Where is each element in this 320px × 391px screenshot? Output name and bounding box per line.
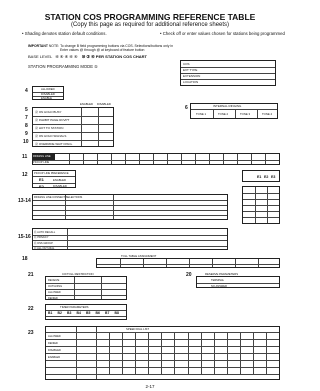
s23-row-denied: DENIED — [48, 341, 58, 345]
s12-row-e1: E1 — [39, 177, 44, 182]
section-13-14-right-grid — [242, 186, 280, 224]
grid-11-divider — [111, 154, 112, 164]
section-9-number: 9 — [25, 131, 28, 137]
section-12-right-box — [242, 170, 280, 182]
s23-row-allowed: ALLOWED — [48, 334, 61, 338]
s22-value: B2 — [57, 310, 62, 315]
section-22-number: 22 — [28, 306, 34, 312]
section-12-number: 12 — [22, 172, 28, 178]
s5-item-3: ⑫ HOT TO STATION — [35, 125, 64, 130]
grid-11-divider — [181, 154, 182, 164]
s5-header-disabled: DISABLED — [97, 102, 111, 106]
grid-23-divider — [122, 332, 123, 374]
check-note-text: Check off or enter values chosen for stations being programmed — [162, 31, 285, 36]
grid-11-divider — [153, 154, 154, 164]
s22-value: B4 — [76, 310, 81, 315]
section-22-label: TIMER PARAMETERS — [60, 304, 89, 309]
section-23-box — [45, 326, 280, 380]
s5-item-4: ⑫ ON HOLD SIGNALS — [35, 133, 67, 138]
section-6-number: 6 — [185, 105, 188, 111]
important-label: IMPORTANT — [28, 44, 48, 48]
shading-note-text: Shading denotes station default conditions. — [24, 31, 107, 36]
section-15-16-number: 15-16 — [18, 234, 31, 240]
grid-23-divider — [214, 332, 215, 374]
s20-val-no-answer: NO ANSWER — [211, 285, 227, 288]
grid-23-divider — [227, 332, 228, 374]
grid-11-divider — [195, 154, 196, 164]
grid-11-divider — [237, 154, 238, 164]
section-18-label: TOLL TABLE ASSIGNMENT — [121, 254, 157, 258]
grid-23-divider — [201, 332, 202, 374]
s22-value: B1 — [48, 310, 53, 315]
section-6-header: INTERNAL RINGING — [213, 103, 242, 108]
section-12-label: PICKUP LINE PREFERENCE — [34, 172, 69, 175]
section-13-14-box — [32, 194, 228, 220]
grid-23-divider — [161, 332, 162, 374]
grid-23-divider — [266, 332, 267, 374]
grid-23-divider — [174, 332, 175, 374]
section-20-label: RESERVE PARAMETERS — [205, 272, 239, 276]
grid-11-divider — [265, 154, 266, 164]
grid-11-divider — [83, 154, 84, 164]
base-level-per-label: ⑩ ③ ④ PER STATION COS CHART — [81, 54, 147, 59]
station-info-box — [180, 60, 276, 86]
s22-value: B6 — [95, 310, 100, 315]
grid-23-divider — [109, 332, 110, 374]
s12-right-e2: E2 — [264, 175, 269, 179]
station-mode — [28, 64, 98, 69]
s12-row-e1-val: ENABLED — [53, 177, 67, 182]
section-13-14-number: 13-14 — [18, 198, 31, 204]
s22-value: B8 — [114, 310, 119, 315]
base-level-seq: ④ ④ ④ ④ ④ — [55, 54, 78, 59]
section-11-grid — [32, 153, 280, 165]
section-21-number: 21 — [28, 272, 34, 278]
important-note-2: Enter values @ through @ at keyboard of feature button — [60, 48, 145, 52]
section-21-label: CO/TOLL RESTRICTION — [62, 272, 94, 276]
s23-row-disabled: DISABLED — [48, 348, 61, 352]
grid-11-divider — [223, 154, 224, 164]
s22-value: B5 — [86, 310, 91, 315]
s12-row-e2-val: DISABLED — [53, 184, 67, 188]
grid-23-divider — [240, 332, 241, 374]
grid-11-divider — [69, 154, 70, 164]
tone-2: TONE 2 — [218, 112, 229, 116]
s21-row-outgoing: OUTGOING — [48, 285, 63, 288]
s15-item-3: ⑫ DSS GROUP — [34, 241, 53, 245]
section-23-number: 23 — [28, 330, 34, 336]
section-5-10 — [24, 103, 114, 151]
grid-23-divider — [135, 332, 136, 374]
section-15-16-box — [32, 228, 228, 250]
section-4-enable: ENABLE — [41, 96, 53, 100]
section-6-box — [190, 103, 278, 119]
section-13-14-label: RINGING LINE CONNECT SELECTIONS — [34, 196, 83, 199]
info-row-extension: EXTENSION — [183, 74, 201, 78]
s5-item-5: ⑫ OVERRIDE WAIT DISCL — [35, 141, 73, 146]
grid-23-divider — [188, 332, 189, 374]
section-23-label: SPEED DIAL LIST — [126, 327, 150, 331]
s15-item-4: ⑫ ALL OUT-DIAL — [34, 247, 55, 250]
section-11-sublabel: PICKUP LINE — [33, 161, 50, 164]
s21-row-allowed: ALLOWED — [48, 291, 61, 294]
grid-11-divider — [139, 154, 140, 164]
grid-11-divider — [125, 154, 126, 164]
s20-val-terminal: TERMINAL — [211, 279, 225, 282]
grid-23-divider — [148, 332, 149, 374]
s12-right-e1: E1 — [257, 175, 262, 179]
section-18-number: 18 — [22, 256, 28, 262]
tone-1: TONE 1 — [196, 112, 207, 116]
grid-11-divider — [251, 154, 252, 164]
important-text-1: NOTE: To change B field programming buttons via COS. Selections/buttons only in — [48, 44, 173, 48]
section-12-box — [32, 170, 76, 188]
info-row-ext-type: EXT TYPE — [183, 68, 198, 72]
section-20-number: 20 — [186, 272, 192, 278]
page-number: 2-17 — [145, 384, 155, 389]
s15-item-1: ⑫ AUTO RECALL — [34, 230, 56, 234]
s5-item-2: ⑫ INHIBIT PAGE RCVPT — [35, 117, 70, 122]
section-11-number: 11 — [22, 154, 28, 160]
s21-row-receive: RECEIVE — [48, 279, 60, 282]
s5-item-1: ⑫ ON HOLD BUSY — [35, 109, 62, 114]
s12-right-e3: E3 — [271, 175, 276, 179]
base-level-label: BASE LEVEL — [28, 54, 53, 59]
check-note: • Check off or enter values chosen for stations being programmed — [160, 31, 285, 36]
grid-11-divider — [167, 154, 168, 164]
section-7-number: 7 — [25, 115, 28, 121]
s15-item-2: ⑫ PRIVACY — [34, 236, 49, 239]
section-4-disabled: DISABLED — [41, 91, 55, 96]
s21-row-denied: DENIED — [48, 297, 58, 300]
section-4-box — [32, 86, 64, 100]
station-mode-key: ⑤ — [94, 64, 98, 69]
section-22-box — [45, 304, 127, 320]
grid-11-divider — [209, 154, 210, 164]
section-4-number: 4 — [25, 88, 28, 94]
s12-row-e2: E2 — [39, 183, 44, 189]
tone-3: TONE 3 — [240, 112, 251, 116]
s23-row-enabled: ENABLED — [48, 355, 61, 359]
section-8-number: 8 — [25, 123, 28, 129]
grid-23-divider — [253, 332, 254, 374]
tone-4: TONE 4 — [262, 112, 273, 116]
section-5-number: 5 — [25, 107, 28, 113]
section-10-number: 10 — [23, 139, 29, 145]
section-11-label: RINGING LINE — [33, 154, 55, 160]
page-title: STATION COS PROGRAMMING REFERENCE TABLE — [44, 12, 256, 22]
grid-11-divider — [97, 154, 98, 164]
page-subtitle: (Copy this page as required for additional reference sheets) — [70, 22, 230, 28]
shading-note: • Shading denotes station default conditions. — [22, 31, 107, 36]
section-18-box — [96, 254, 280, 268]
section-4-allowed: ALLOWED — [41, 87, 55, 91]
s22-value: B7 — [105, 310, 110, 315]
info-row-location: LOCATION — [183, 80, 199, 84]
s22-value: B3 — [67, 310, 72, 315]
s5-header-enabled: ENABLED — [80, 102, 94, 106]
section-21-box — [45, 272, 127, 300]
station-mode-label: STATION PROGRAMMING MODE — [28, 64, 93, 69]
info-row-cos: COS — [183, 62, 190, 66]
section-20-box — [196, 272, 280, 288]
base-level — [28, 54, 147, 59]
